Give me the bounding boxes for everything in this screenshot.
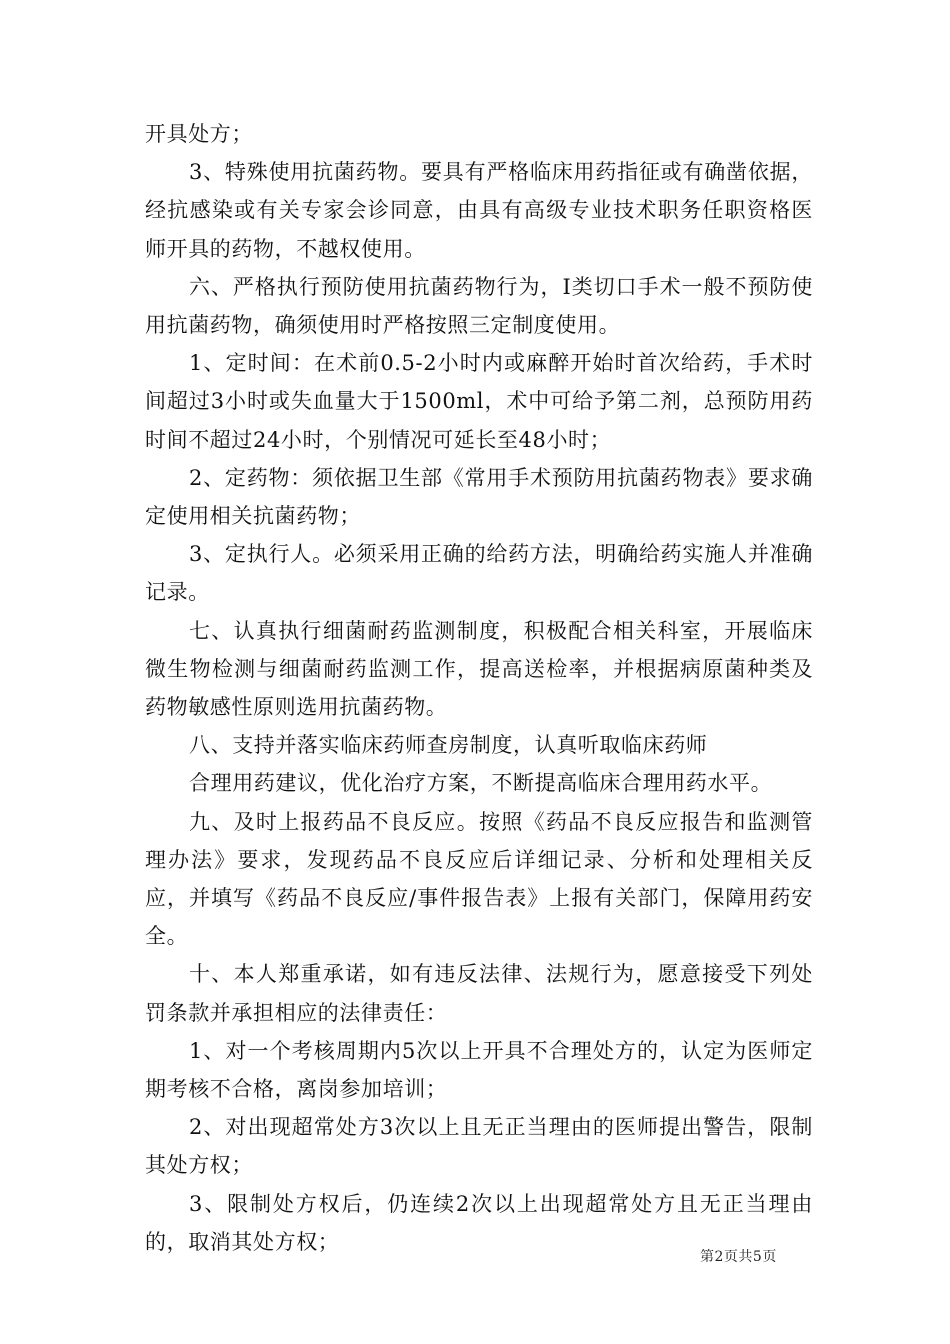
paragraph-penalty-two: 2、对出现超常处方3次以上且无正当理由的医师提出警告，限制其处方权；	[145, 1115, 813, 1178]
document-body	[145, 115, 813, 1261]
paragraph-fixed-drug: 2、定药物：须依据卫生部《常用手术预防用抗菌药物表》要求确定使用相关抗菌药物；	[145, 465, 813, 529]
paragraph-special-antibacterial: 3、特殊使用抗菌药物。要具有严格临床用药指征或有确凿依据，经抗感染或有关专家会诊同意，由具有高级专业技术职务任职资格医师开具的药物，不越权使用。	[145, 160, 813, 261]
paragraph-section-six: 六、严格执行预防使用抗菌药物行为，Ⅰ类切口手术一般不预防使用抗菌药物，确须使用时严格按照三定制度使用。	[145, 274, 813, 338]
paragraph-fixed-executor: 3、定执行人。必须采用正确的给药方法，明确给药实施人并准确记录。	[145, 542, 813, 605]
paragraph-section-seven: 七、认真执行细菌耐药监测制度，积极配合相关科室，开展临床微生物检测与细菌耐药监测工作，提高送检率，并根据病原菌种类及药物敏感性原则选用抗菌药物。	[145, 618, 813, 720]
page-number: 第2页共5页	[700, 1249, 777, 1265]
paragraph-penalty-one: 1、对一个考核周期内5次以上开具不合理处方的，认定为医师定期考核不合格，离岗参加培训；	[145, 1038, 813, 1102]
paragraph-prescription-continuation: 开具处方；	[145, 122, 253, 146]
paragraph-penalty-three: 3、限制处方权后，仍连续2次以上出现超常处方且无正当理由的，取消其处方权；	[145, 1191, 813, 1254]
paragraph-fixed-time: 1、定时间：在术前0.5-2小时内或麻醉开始时首次给药，手术时间超过3小时或失血量大于1500ml，术中可给予第二剂，总预防用药时间不超过24小时，个别情况可延长至48小时；	[145, 351, 813, 452]
paragraph-section-nine: 九、及时上报药品不良反应。按照《药品不良反应报告和监测管理办法》要求，发现药品不良反应后详细记录、分析和处理相关反应，并填写《药品不良反应/事件报告表》上报有关部门，保障用药安全。	[145, 809, 813, 949]
paragraph-section-eight: 八、支持并落实临床药师查房制度，认真听取临床药师	[189, 733, 708, 758]
paragraph-section-ten: 十、本人郑重承诺，如有违反法律、法规行为，愿意接受下列处罚条款并承担相应的法律责任：	[145, 962, 813, 1025]
paragraph-section-eight-continued: 合理用药建议，优化治疗方案，不断提高临床合理用药水平。	[189, 771, 773, 796]
